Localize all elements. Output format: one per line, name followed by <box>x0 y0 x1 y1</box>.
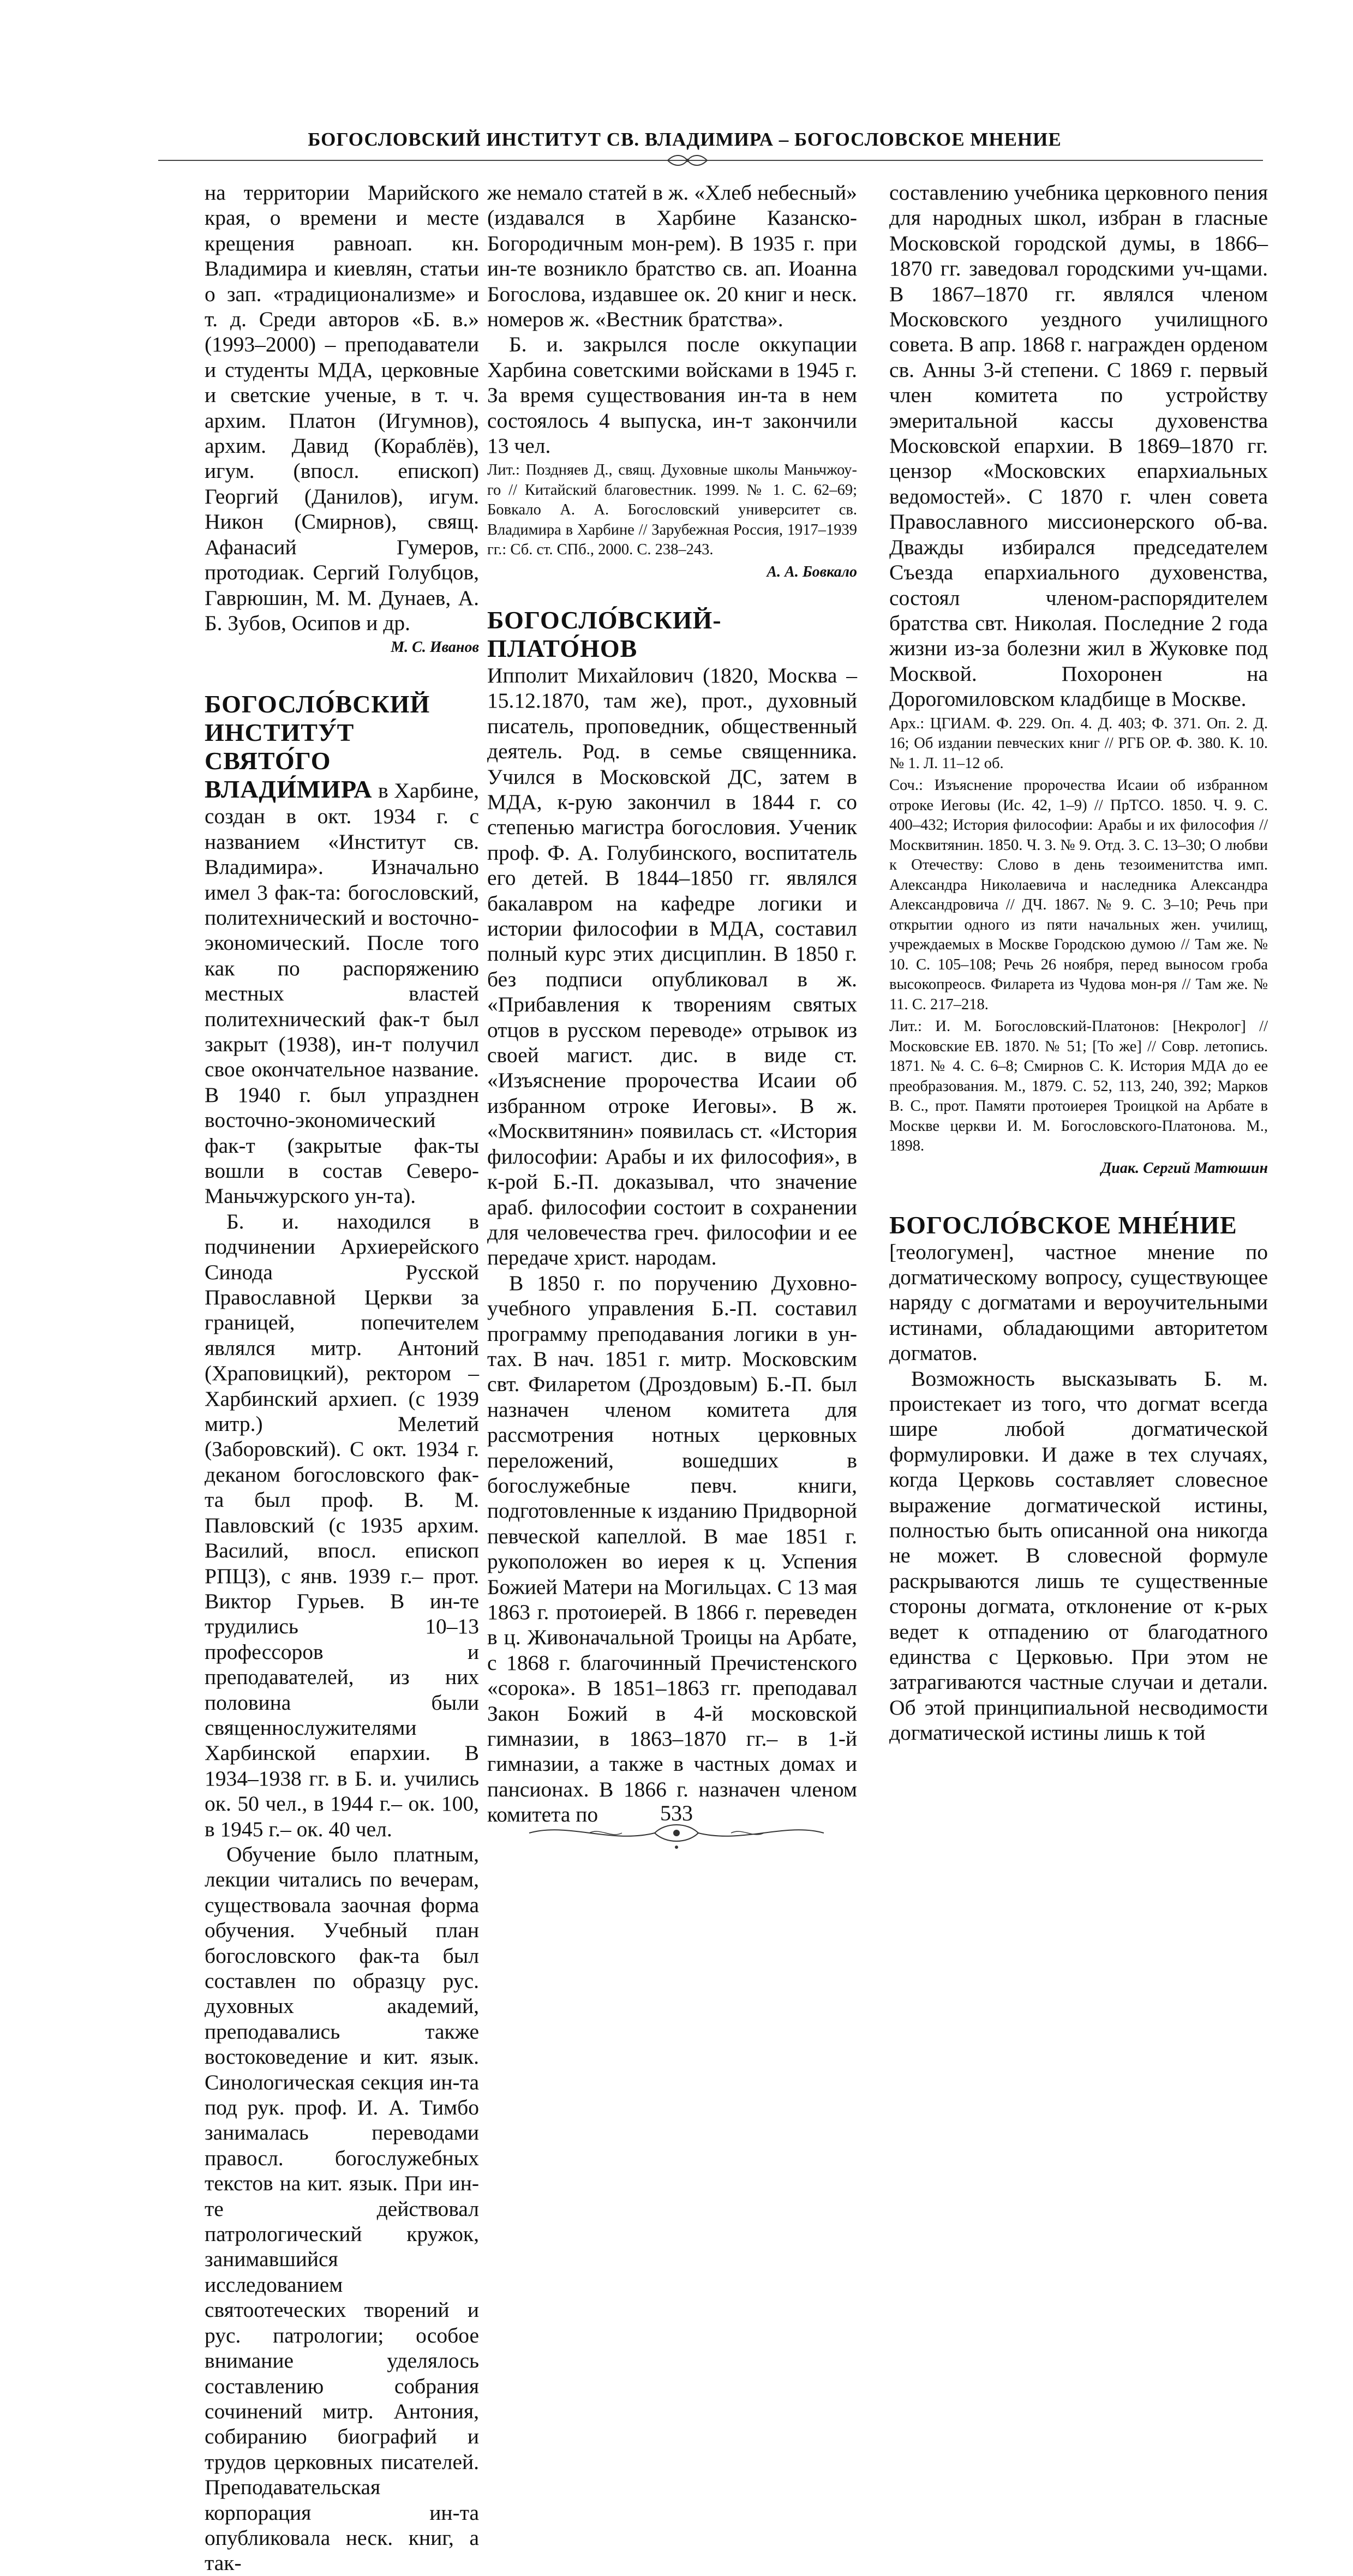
paragraph: Обучение было платным, лекции читались по вечерам, существовала заочная форма обучения. Учебный план богословского фак-та был составлен по образцу рус. духовных академий, преподавались также востоковедение и кит. язык. Синологическая секция ин-та под рук. проф. И. А. Тимбо занималась переводами правосл. богослужебных текстов на кит. язык. При ин-те действовал патрологический кружок, занимавшийся исследованием святоотеческих творений и рус. патрологии; особое внимание уделялось составлению собрания сочинений митр. Антония, собиранию биографий и трудов церковных писателей. Преподавательская корпорация ин-та опубликовала неск. книг, а так- <box>205 1842 479 2575</box>
author-signature: А. А. Бовкало <box>767 563 857 580</box>
paragraph: В 1850 г. по поручению Духовно-учебного управления Б.-П. составил программу преподавания логики в ун-тах. В нач. 1851 г. митр. Московским свт. Филаретом (Дроздовым) Б.-П. был назначен членом комитета для рассмотрения нотных церковных переложений, вошедших в богослужебные певч. книги, подготовленные к изданию Придворной певческой капеллой. В мае 1851 г. рукоположен во иерея к ц. Успения Божией Матери на Могильцах. С 13 мая 1863 г. протоиерей. В 1866 г. переведен в ц. Живоначальной Троицы на Арбате, с 1868 г. благочинный Пречистенского «сорока». В 1851–1863 гг. преподавал Закон Божий в 4-й московской гимназии, в 1863–1870 гг.– в 1-й гимназии, а также в частных домах и пансионах. В 1866 г. назначен членом комитета по <box>487 1271 857 1827</box>
bibliography: Лит.: Поздняев Д., свящ. Духовные школы Маньчжоу-го // Китайский благовестник. 1999. № 1. С. 62–69; Бовкало А. А. Богословский университет св. Владимира в Харбине // Зарубежная Россия, 1917–1939 гг.: Сб. ст. СПб., 2000. С. 238–243. <box>487 462 857 559</box>
paragraph: Возможность высказывать Б. м. проистекает из того, что догмат всегда шире любой догматической формулировки. И даже в тех случаях, когда Церковь составляет словесное выражение догматической истины, полностью быть описанной она никогда не может. В словесной формуле раскрываются лишь те существенные стороны догмата, отклонение от к-рых ведет к отпадению от благодатного единства с Церковью. При этом не затрагиваются частные случаи и детали. Об этой принципиальной несводимости догматической истины лишь к той <box>889 1366 1268 1745</box>
column-right <box>889 180 1268 1746</box>
paragraph: Б. и. находился в подчинении Архиерейского Синода Русской Православной Церкви за границей, попечителем являлся митр. Антоний (Храповицкий), ректором – Харбинский архиеп. (с 1939 митр.) Мелетий (Заборовский). С окт. 1934 г. деканом богословского фак-та был проф. В. М. Павловский (с 1935 архим. Василий, впосл. епископ РПЦЗ), с янв. 1939 г.– прот. Виктор Гурьев. В ин-те трудились 10–13 профессоров и преподавателей, из них половина были священнослужителями Харбинской епархии. В 1934–1938 гг. в Б. и. учились ок. 50 чел., в 1944 г.– ок. 100, в 1945 г.– ок. 40 чел. <box>205 1209 479 1841</box>
entry-bogoslovsky-institute <box>205 690 479 1209</box>
entry-text: в Харбине, создан в окт. 1934 г. с названием «Институт св. Владимира». Изначально имел 3 фак-та: богословский, политехнический и восточно-экономический. После того как по распоряжению местных властей политехнический фак-т был закрыт (1938), ин-т получил свое окончательное название. В 1940 г. был упразднен восточно-экономический фак-т (закрытые фак-ты вошли в состав Северо-Маньчжурского ун-та). <box>205 778 479 1208</box>
paragraph: составлению учебника церковного пения для народных школ, избран в гласные Московской городской думы, в 1866–1870 гг. заведовал городскими уч-щами. В 1867–1870 гг. являлся членом Московского уездного училищного совета. В апр. 1868 г. награжден орденом св. Анны 3-й степени. С 1869 г. первый член комитета по устройству эмеритальной кассы духовенства Московской епархии. В 1869–1870 гг. цензор «Московских епархиальных ведомостей». С 1870 г. член совета Православного миссионерского об-ва. Дважды избирался председателем Съезда епархиального духовенства, состоял членом-распорядителем братства свт. Николая. Последние 2 года жизни из-за болезни жил в Жуковке под Москвой. Похоронен на Дорогомиловском кладбище в Москве. <box>889 181 1268 711</box>
author-signature: М. С. Иванов <box>391 639 479 656</box>
paragraph: [теологумен], частное мнение по догматическому вопросу, существующее наряду с догматами и вероучительными истинами, обладающими авторитетом догматов. <box>889 1239 1268 1365</box>
paragraph: же немало статей в ж. «Хлеб небесный» (издавался в Харбине Казанско-Богородичным мон-рем). В 1935 г. при ин-те возникло братство св. ап. Иоанна Богослова, издавшее ок. 20 книг и неск. номеров ж. «Вестник братства». <box>487 181 857 332</box>
footer-ornament-icon <box>524 1817 829 1849</box>
entry-heading: БОГОСЛО́ВСКИЙ ИНСТИТУ́Т СВЯТО́ГО ВЛАДИ́МИРА <box>205 690 430 804</box>
header-rule <box>158 160 1263 161</box>
column-middle <box>487 180 857 1828</box>
entry-heading: БОГОСЛО́ВСКОЕ МНЕ́НИЕ <box>889 1211 1237 1239</box>
bibliography: Лит.: И. М. Богословский-Платонов: [Некролог] // Московские ЕВ. 1870. № 51; [То же] // Совр. летопись. 1871. № 4. С. 6–8; Смирнов С. К. История МДА до ее преобразования. М., 1879. С. 52, 113, 240, 392; Марков В. С., прот. Памяти протоиерея Троицкой на Арбате в Москве церкви И. М. Богословского-Платонова. М., 1898. <box>889 1018 1268 1155</box>
paragraph: Ипполит Михайлович (1820, Москва – 15.12.1870, там же), прот., духовный писатель, проповедник, общественный деятель. Род. в семье священника. Учился в Московской ДС, затем в МДА, к-рую закончил в 1844 г. со степенью магистра богословия. Ученик проф. Ф. А. Голубинского, воспитатель его детей. В 1844–1850 гг. являлся бакалавром на кафедре логики и истории философии в МДА, составил полный курс этих дисциплин. В 1850 г. без подписи опубликовал в ж. «Прибавления к творениям святых отцов в русском переводе» отрывок из своей магист. дис. в виде ст. «Изъяснение пророчества Исаии об избранном отроке Иеговы». В ж. «Москвитянин» появилась ст. «История философии: Арабы и их философия», в к-рой Б.-П. доказывал, что значение араб. философии состоит в сохранении для человечества греч. философии и ее передаче христ. народам. <box>487 663 857 1270</box>
running-header <box>0 129 1353 151</box>
entry-heading: БОГОСЛО́ВСКИЙ-ПЛАТО́НОВ <box>487 606 722 662</box>
paragraph: на территории Марийского края, о времени и месте крещения равноап. кн. Владимира и киевлян, статьи о зап. «традиционализме» и т. д. Среди авторов «Б. в.» (1993–2000) – преподаватели и студенты МДА, церковные и светские ученые, в т. ч. архим. Платон (Игумнов), архим. Давид (Кораблёв), игум. (впосл. епископ) Георгий (Данилов), игум. Никон (Смирнов), свящ. Афанасий Гумеров, протодиак. Сергий Голубцов, Гаврюшин, М. М. Дунаев, А. Б. Зубов, Осипов и др. <box>205 181 479 635</box>
page-number: 533 <box>660 1801 693 1825</box>
running-title: БОГОСЛОВСКИЙ ИНСТИТУТ СВ. ВЛАДИМИРА – БОГОСЛОВСКОЕ МНЕНИЕ <box>308 129 1062 150</box>
column-left <box>205 180 479 2576</box>
works-list: Соч.: Изъяснение пророчества Исаии об избранном отроке Иеговы (Ис. 42, 1–9) // ПрТСО. 1850. Ч. 9. С. 400–432; История философии: Арабы и их философия // Москвитянин. 1850. Ч. 3. № 9. Отд. 3. С. 13–30; О любви к Отечеству: Слово в день тезоименитства имп. Александра Николаевича и наследника Александра Александровича // ДЧ. 1867. № 9. С. 3–10; Речь при открытии одного из пяти начальных жен. училищ, учреждаемых в Москве Городскою думою // Там же. № 10. С. 105–108; Речь 26 ноября, перед выносом гроба высокопреосв. Филарета из Чудова мон-ря // Там же. № 11. С. 217–218. <box>889 777 1268 1013</box>
paragraph: Б. и. закрылся после оккупации Харбина советскими войсками в 1945 г. За время существования ин-та в нем состоялось 4 выпуска, ин-т закончили 13 чел. <box>487 332 857 458</box>
author-signature: Диак. Сергий Матюшин <box>1101 1159 1268 1177</box>
archive-sources: Арх.: ЦГИАМ. Ф. 229. Оп. 4. Д. 403; Ф. 371. Оп. 2. Д. 16; Об издании певческих книг // РГБ ОР. Ф. 380. К. 10. № 1. Л. 11–12 об. <box>889 715 1268 772</box>
header-ornament-icon <box>666 153 709 168</box>
